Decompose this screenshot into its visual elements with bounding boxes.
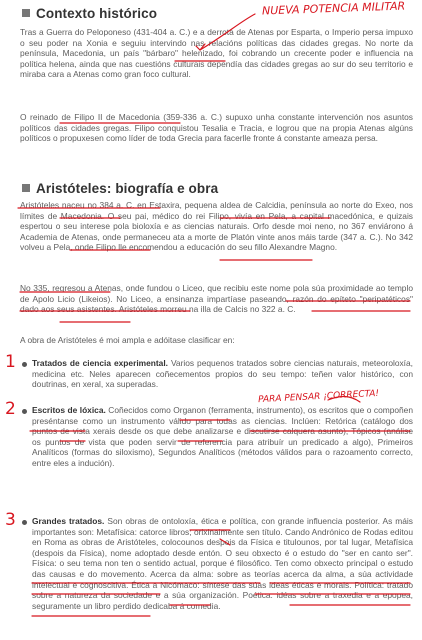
bullet-head: Tratados de ciencia experimental. [32, 358, 168, 368]
bullet-item-3 [32, 516, 413, 611]
bullet-item-2 [32, 405, 413, 469]
square-bullet-icon [22, 184, 30, 192]
bullet-head: Grandes tratados. [32, 516, 105, 526]
context-paragraph-2: O reinado de Filipo II de Macedonia (359-336 a. C.) supuxo unha constante intervención nos asuntos políticos das cidades gregas. Filipo conquistou Tesalia e Tracia, e logrou que na propia Atenas algúns políticos o propuxesen como líder de toda Grecia para facerlle fronte á constante ameaza persa. [20, 112, 413, 144]
bio-paragraph-1: Aristóteles naceu no 384 a. C. en Estaxira, pequena aldea de Calcidia, península ao norte do Exeo, nos límites de Macedonia. O seu pai, médico do rei Filipo, vivía en Pela, a capital macedónica, e quizais espertou o seu interese pola bioloxía e as ciencias naturais. Orfo desde moi neno, no 367 enviárono á Academia de Atenas, onde permaneceu ata a morte de Platón vinte anos máis tarde (347 a. C.). No 342 volveu a Pela, onde Filipo lle encomendou a educación do seu fillo Alexandre Magno. [20, 200, 413, 253]
section-heading-context [22, 6, 157, 21]
section-title: Contexto histórico [36, 6, 158, 21]
bullet-dot-icon [22, 409, 27, 414]
handwritten-note-mid: PARA PENSAR ¡CORRECTA! [257, 388, 380, 406]
bio-paragraph-3: A obra de Aristóteles é moi ampla e adóitase clasificar en: [20, 335, 235, 345]
bullet-item-1 [32, 358, 413, 390]
bio-paragraph-2: No 335, regresou a Atenas, onde fundou o Liceo, que recibiu este nome pola súa proximidade ao templo de Apolo Licio (Likeios). No Liceo, a ensinanza impartíase paseando, razón do epíteto "peripatéticos" dado aos seus asistentes. Aristóteles morreu na illa de Calcis no 322 a. C. [20, 283, 413, 315]
bullet-dot-icon [22, 362, 27, 367]
handwritten-note-top: NUEVA POTENCIA MILITAR [261, 0, 406, 18]
context-paragraph-1: Tras a Guerra do Peloponeso (431-404 a. C.) e a derrota de Atenas por Esparta, o Imperio persa impuxo o seu poder na Xonia e seguiu intervindo nas relacións políticas das cidades gregas. No norte da península, Macedonia, un país "bárbaro" helenizado, foi cobrando un crecente poder e influencia na política helena, ainda que nas cuestións culturais dependía das cidades gregas ao sur do seu territorio e miraba cara a Atenas como gran foco cultural. [20, 27, 413, 80]
bullet-text: Son obras de ontoloxía, ética e política, con grande influencia posterior. As máis importantes son: Metafísica: catorce libros; orixinalmente sen título. Cando Andrónico de Rodas editou en Roma as obras de Aristóteles, colocounos despois da Física e titulounos, por tal lugar, Metafísica (despois da Física), nome adoptado desde entón. O seu obxecto é o estudo do "ser en canto ser". Física: o seu tema non ten o sentido actual, porque é filosófico. Ten como obxecto principal o estudo das causas e do movemento. Acerca da alma: sobre as teorías acerca da alma, a súa actividade intelectual e cognoscitiva. Ética a Nicómaco: síntese das súas ideas éticas e morais. Política: tratado sobre a natureza da sociedade e a súa organización. Poética: idéas sobre a traxedia e a epopea, seguramente un libro perdido dedicaba á comedia. [32, 516, 413, 611]
handwritten-number-1: 1 [5, 352, 16, 372]
section-title: Aristóteles: biografía e obra [36, 181, 219, 196]
square-bullet-icon [22, 9, 30, 17]
handwritten-number-2: 2 [5, 399, 16, 419]
bullet-text: Varios pequenos tratados sobre ciencias naturais, meteoroloxía, medicina etc. Neles aparecen coñecementos propios do seu tempo: teñen valor histórico, con doutrinas, en xeral, xa superadas. [32, 358, 413, 390]
section-heading-biography [22, 181, 218, 196]
bullet-text: Coñecidos como Organon (ferramenta, instrumento), os escritos que o compoñen preséntanse como un instrumento válido para todas as ciencias. Inclúen: Retórica (catálogo dos puntos de vista xerais desde os que debe analizarse e discutirse calquera asunto), Tópicos (análise os puntos de vista que poden servir de referencia para atribuír un predicado a algo), Primeiros Analíticos (formas do siloxismo), Segundos Analíticos (métodos válidos para o razoamento correcto, entre eles a indución). [32, 405, 413, 468]
bullet-head: Escritos de lóxica. [32, 405, 106, 415]
bullet-dot-icon [22, 520, 27, 525]
handwritten-number-3: 3 [5, 510, 16, 530]
